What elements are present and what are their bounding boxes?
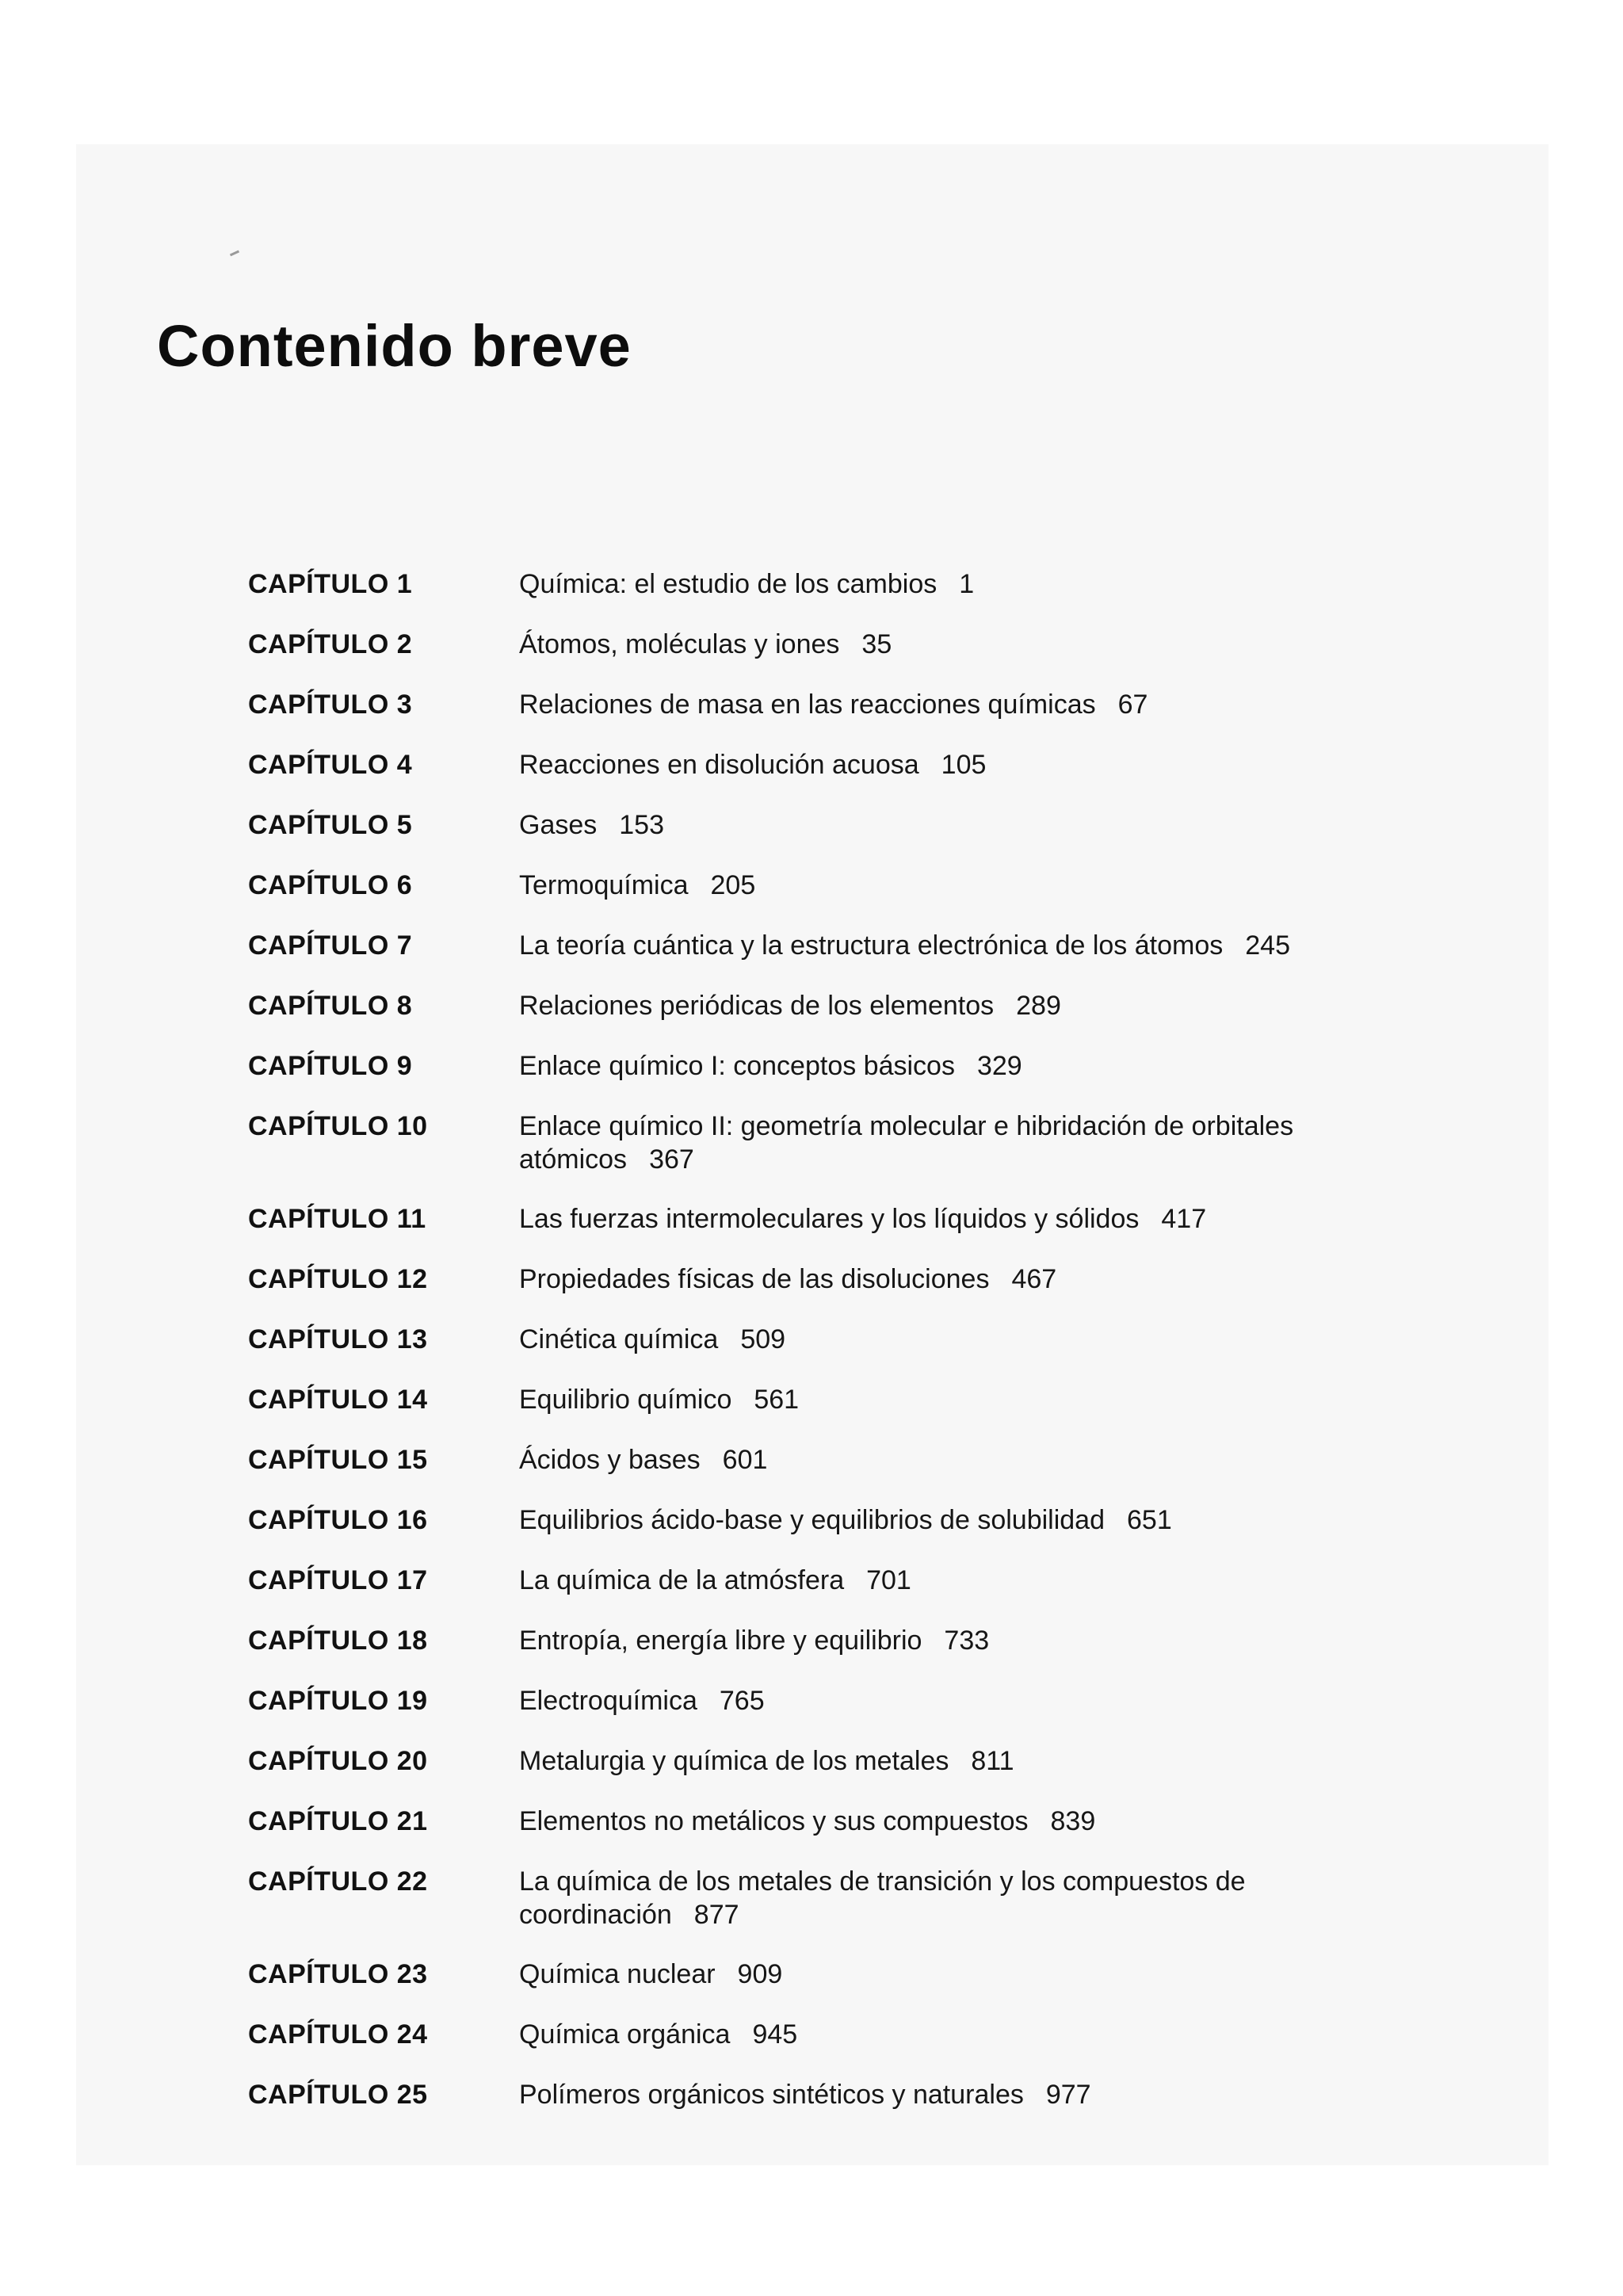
chapter-title-text: La química de la atmósfera <box>519 1565 845 1595</box>
chapter-page-number: 945 <box>752 2019 798 2050</box>
toc-row <box>248 567 1405 628</box>
chapter-label: CAPÍTULO 12 <box>248 1264 428 1294</box>
table-of-contents <box>248 567 1405 2138</box>
chapter-title <box>519 1049 1347 1083</box>
chapter-title-text: Relaciones periódicas de los elementos <box>519 991 995 1021</box>
toc-row <box>248 2078 1405 2138</box>
page-title: Contenido breve <box>157 313 632 379</box>
chapter-label: CAPÍTULO 23 <box>248 1959 428 1989</box>
chapter-title-text: Metalurgia y química de los metales <box>519 1746 949 1776</box>
chapter-page-number: 877 <box>693 1900 739 1930</box>
chapter-title <box>519 1624 1347 1657</box>
chapter-title-text: Entropía, energía libre y equilibrio <box>519 1626 922 1656</box>
chapter-page-number: 467 <box>1011 1264 1057 1294</box>
toc-row <box>248 688 1405 748</box>
chapter-page-number: 601 <box>722 1445 768 1475</box>
chapter-page-number: 839 <box>1050 1806 1096 1836</box>
chapter-title <box>519 1564 1347 1597</box>
chapter-page-number: 561 <box>754 1385 800 1415</box>
chapter-page-number: 205 <box>710 870 756 900</box>
chapter-label: CAPÍTULO 15 <box>248 1445 428 1475</box>
chapter-title-text: Propiedades físicas de las disoluciones <box>519 1264 990 1294</box>
chapter-label: CAPÍTULO 3 <box>248 690 413 720</box>
chapter-title-text: Ácidos y bases <box>519 1445 701 1475</box>
chapter-title-text: Equilibrio químico <box>519 1385 732 1415</box>
chapter-title-text: Cinética química <box>519 1324 719 1354</box>
toc-row <box>248 748 1405 808</box>
chapter-label: CAPÍTULO 22 <box>248 1866 428 1897</box>
chapter-title <box>519 1744 1347 1778</box>
chapter-title <box>519 748 1347 781</box>
chapter-page-number: 35 <box>861 629 892 659</box>
toc-row <box>248 1263 1405 1323</box>
chapter-title <box>519 1110 1347 1176</box>
toc-row <box>248 808 1405 869</box>
chapter-label: CAPÍTULO 9 <box>248 1051 413 1081</box>
chapter-title-text: Química nuclear <box>519 1959 716 1989</box>
chapter-label: CAPÍTULO 18 <box>248 1626 428 1656</box>
chapter-title <box>519 1684 1347 1717</box>
toc-row <box>248 1865 1405 1958</box>
chapter-title-text: Química orgánica <box>519 2019 731 2050</box>
toc-row <box>248 1503 1405 1564</box>
chapter-label: CAPÍTULO 6 <box>248 870 413 900</box>
chapter-page-number: 105 <box>941 750 987 780</box>
chapter-title <box>519 1503 1347 1537</box>
chapter-page-number: 733 <box>944 1626 990 1656</box>
chapter-page-number: 289 <box>1016 991 1061 1021</box>
toc-row <box>248 1564 1405 1624</box>
chapter-title-text: Reacciones en disolución acuosa <box>519 750 919 780</box>
chapter-page-number: 329 <box>976 1051 1022 1081</box>
toc-row <box>248 989 1405 1049</box>
chapter-title-text: Química: el estudio de los cambios <box>519 569 938 599</box>
chapter-title-text: Gases <box>519 810 598 840</box>
chapter-title-text: Equilibrios ácido-base y equilibrios de solubilidad <box>519 1505 1105 1535</box>
chapter-page-number: 367 <box>649 1144 694 1175</box>
chapter-title-text: Polímeros orgánicos sintéticos y naturales <box>519 2080 1024 2110</box>
toc-row <box>248 1958 1405 2018</box>
chapter-title <box>519 2018 1347 2051</box>
toc-row <box>248 1202 1405 1263</box>
toc-row <box>248 1110 1405 1202</box>
chapter-title <box>519 1958 1347 1991</box>
chapter-title <box>519 628 1347 661</box>
chapter-title-text: Termoquímica <box>519 870 689 900</box>
chapter-label: CAPÍTULO 19 <box>248 1686 428 1716</box>
chapter-title <box>519 1263 1347 1296</box>
chapter-title-text: Átomos, moléculas y iones <box>519 629 840 659</box>
chapter-label: CAPÍTULO 21 <box>248 1806 428 1836</box>
chapter-page-number: 977 <box>1045 2080 1091 2110</box>
chapter-title <box>519 567 1347 601</box>
toc-row <box>248 1805 1405 1865</box>
chapter-page-number: 765 <box>719 1686 765 1716</box>
chapter-label: CAPÍTULO 16 <box>248 1505 428 1535</box>
chapter-page-number: 509 <box>740 1324 786 1354</box>
toc-row <box>248 1383 1405 1443</box>
chapter-title-text: Relaciones de masa en las reacciones químicas <box>519 690 1096 720</box>
chapter-page-number: 153 <box>619 810 664 840</box>
chapter-label: CAPÍTULO 5 <box>248 810 413 840</box>
chapter-label: CAPÍTULO 10 <box>248 1111 428 1141</box>
chapter-page-number: 67 <box>1117 690 1148 720</box>
chapter-title <box>519 929 1347 962</box>
chapter-page-number: 811 <box>971 1746 1014 1776</box>
chapter-title <box>519 1805 1347 1838</box>
toc-row <box>248 1049 1405 1110</box>
chapter-title-text: Electroquímica <box>519 1686 697 1716</box>
chapter-label: CAPÍTULO 17 <box>248 1565 428 1595</box>
chapter-page-number: 909 <box>737 1959 783 1989</box>
chapter-title <box>519 869 1347 902</box>
chapter-title-text: Enlace químico II: geometría molecular e hibridación de orbitales atómicos <box>519 1111 1294 1175</box>
chapter-label: CAPÍTULO 14 <box>248 1385 428 1415</box>
chapter-title <box>519 1323 1347 1356</box>
chapter-title-text: La química de los metales de transición y los compuestos de coordinación <box>519 1866 1246 1930</box>
toc-row <box>248 929 1405 989</box>
chapter-title-text: Elementos no metálicos y sus compuestos <box>519 1806 1029 1836</box>
chapter-title <box>519 2078 1347 2111</box>
chapter-title <box>519 1202 1347 1236</box>
toc-row <box>248 1624 1405 1684</box>
chapter-label: CAPÍTULO 25 <box>248 2080 428 2110</box>
chapter-title-text: Enlace químico I: conceptos básicos <box>519 1051 955 1081</box>
toc-row <box>248 1323 1405 1383</box>
chapter-title <box>519 808 1347 842</box>
chapter-page-number: 701 <box>866 1565 911 1595</box>
chapter-page-number: 651 <box>1127 1505 1172 1535</box>
chapter-page-number: 245 <box>1245 930 1290 961</box>
chapter-label: CAPÍTULO 4 <box>248 750 413 780</box>
toc-row <box>248 1684 1405 1744</box>
chapter-page-number: 1 <box>959 569 975 599</box>
toc-row <box>248 1744 1405 1805</box>
chapter-label: CAPÍTULO 8 <box>248 991 413 1021</box>
chapter-label: CAPÍTULO 24 <box>248 2019 428 2050</box>
chapter-label: CAPÍTULO 2 <box>248 629 413 659</box>
chapter-label: CAPÍTULO 20 <box>248 1746 428 1776</box>
chapter-title <box>519 989 1347 1022</box>
chapter-page-number: 417 <box>1161 1204 1207 1234</box>
chapter-label: CAPÍTULO 7 <box>248 930 413 961</box>
chapter-title <box>519 1865 1347 1931</box>
toc-row <box>248 869 1405 929</box>
chapter-title <box>519 1383 1347 1416</box>
toc-row <box>248 2018 1405 2078</box>
chapter-label: CAPÍTULO 1 <box>248 569 413 599</box>
chapter-label: CAPÍTULO 13 <box>248 1324 428 1354</box>
chapter-title <box>519 1443 1347 1477</box>
toc-row <box>248 628 1405 688</box>
chapter-label: CAPÍTULO 11 <box>248 1204 426 1234</box>
toc-row <box>248 1443 1405 1503</box>
chapter-title-text: Las fuerzas intermoleculares y los líquidos y sólidos <box>519 1204 1140 1234</box>
chapter-title <box>519 688 1347 721</box>
chapter-title-text: La teoría cuántica y la estructura electrónica de los átomos <box>519 930 1224 961</box>
